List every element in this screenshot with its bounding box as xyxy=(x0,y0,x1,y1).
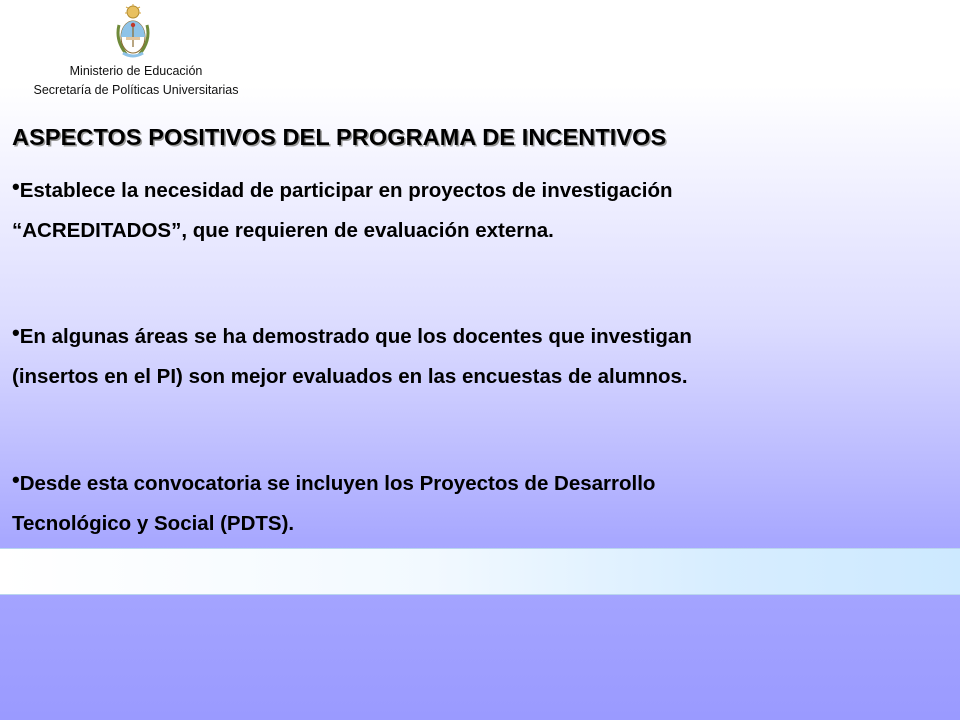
bullet-item xyxy=(12,463,952,544)
bullet-line: (insertos en el PI) son mejor evaluados en las encuestas de alumnos. xyxy=(12,365,688,388)
bullet-line: Establece la necesidad de participar en proyectos de investigación xyxy=(19,179,673,202)
bullet-line: “ACREDITADOS”, que requieren de evaluación externa. xyxy=(12,219,554,242)
decorative-band xyxy=(0,548,960,595)
bullet-line: Desde esta convocatoria se incluyen los Proyectos de Desarrollo xyxy=(19,472,656,495)
ministry-name: Ministerio de Educación xyxy=(69,64,203,78)
bullet-item xyxy=(12,316,952,397)
slide-title: ASPECTOS POSITIVOS DEL PROGRAMA DE INCENTIVOS xyxy=(12,124,667,150)
secretariat-name: Secretaría de Políticas Universitarias xyxy=(33,83,239,97)
bullet-line: Tecnológico y Social (PDTS). xyxy=(12,512,295,535)
bullet-item xyxy=(12,170,952,251)
coat-of-arms-icon xyxy=(113,3,153,61)
bullet-icon: • xyxy=(12,467,20,492)
bullet-line: En algunas áreas se ha demostrado que los docentes que investigan xyxy=(19,325,692,348)
bullet-icon: • xyxy=(12,174,20,199)
bullet-icon: • xyxy=(12,320,20,345)
